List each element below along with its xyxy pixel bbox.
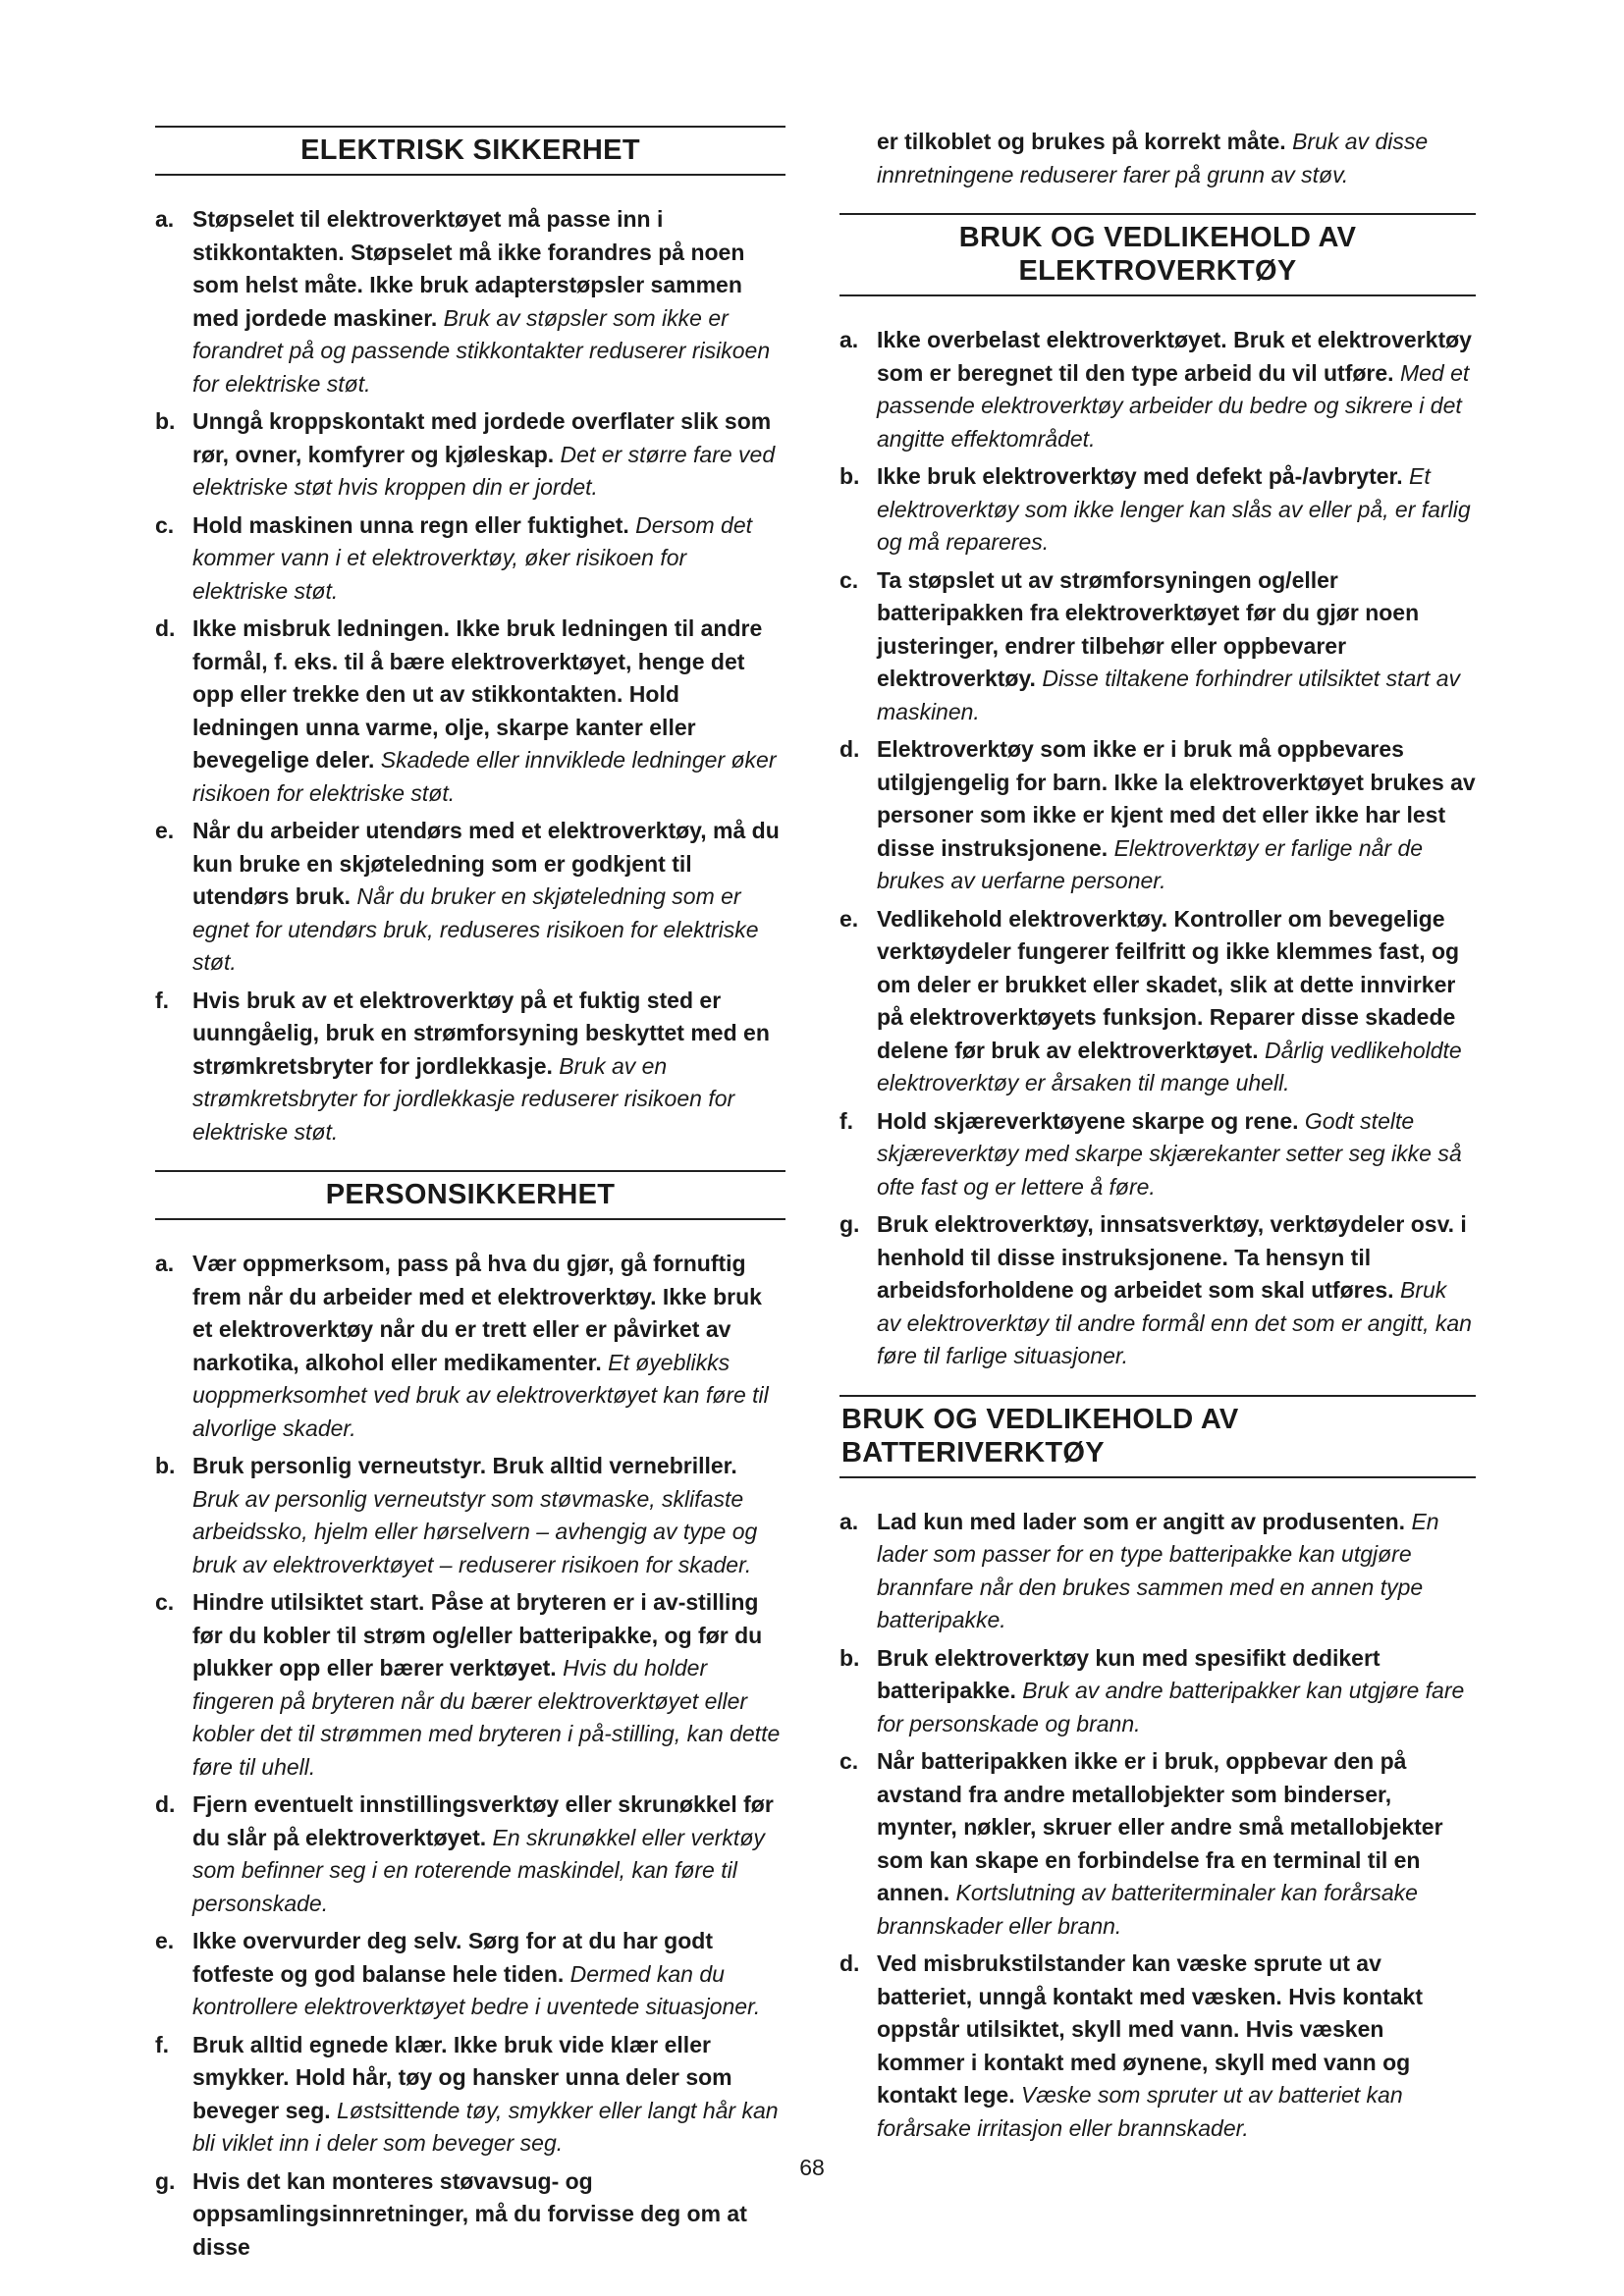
list-item: [155, 1248, 785, 1445]
item-marker: b.: [839, 463, 860, 489]
continued-paragraph: [839, 126, 1476, 191]
item-marker: d.: [155, 615, 176, 641]
item-instruction: Hindre utilsiktet start. Påse at bryteren er i av-stilling før du kobler til strøm og/eller batteripakke, og før du plukker opp eller bærer verktøyet.: [192, 1589, 763, 1681]
item-marker: b.: [155, 1453, 176, 1478]
item-instruction: Hvis bruk av et elektroverktøy på et fuktig sted er uunngåelig, bruk en strømforsyning beskyttet med en strømkretsbryter for jordlekkasje.: [192, 987, 770, 1079]
item-explanation: Det er større fare ved elektriske støt hvis kroppen din er jordet.: [192, 441, 776, 500]
item-explanation: Dermed kan du kontrollere elektroverktøyet bedre i uventede situasjoner.: [192, 1960, 761, 2019]
item-explanation: Dårlig vedlikeholdte elektroverktøy er årsaken til mange uhell.: [877, 1037, 1462, 1095]
item-explanation: Elektroverktøy er farlige når de brukes av uerfarne personer.: [877, 834, 1424, 893]
item-instruction: Ta støpslet ut av strømforsyningen og/eller batteripakken fra elektroverktøyet før du gjør noen justeringer, endrer tilbehør eller oppbevarer elektroverktøy.: [877, 566, 1420, 691]
item-explanation: Bruk av andre batteripakker kan utgjøre fare for personskade og brann.: [877, 1678, 1465, 1736]
item-marker: a.: [155, 1251, 175, 1276]
item-explanation: Bruk av personlig verneutstyr som støvmaske, sklifaste arbeidssko, hjelm eller hørselvern – avhengig av type og bruk av elektroverktøyet – reduserer risikoen for skader.: [192, 1485, 758, 1577]
list-item: [839, 1642, 1476, 1741]
item-instruction: Ved misbrukstilstander kan væske sprute ut av batteriet, unngå kontakt med væsken. Hvis kontakt oppstår utilsiktet, skyll med vann. Hvis væsken kommer i kontakt med øynene, skyll med vann og kontakt lege.: [877, 1950, 1423, 2108]
item-instruction: Når du arbeider utendørs med et elektroverktøy, må du kun bruke en skjøteledning som er godkjent til utendørs bruk.: [192, 818, 780, 909]
item-marker: b.: [155, 408, 176, 434]
item-marker: c.: [155, 1589, 175, 1615]
item-marker: e.: [155, 1928, 175, 1953]
item-marker: a.: [155, 206, 175, 232]
list-item: [155, 203, 785, 400]
item-instruction: Ikke misbruk ledningen. Ikke bruk ledningen til andre formål, f. eks. til å bære elektroverktøyet, henge det opp eller trekke den ut av stikkontakten. Hold ledningen unna varme, olje, skarpe kanter eller bevegelige deler.: [192, 615, 763, 773]
item-instruction: Fjern eventuelt innstillingsverktøy eller skrunøkkel før du slår på elektroverktøyet.: [192, 1791, 774, 1850]
list-item: [839, 733, 1476, 898]
item-instruction: Hvis det kan monteres støvavsug- og oppsamlingsinnretninger, må du forvisse deg om at disse: [192, 2167, 747, 2260]
tool-use-heading-line1: BRUK OG VEDLIKEHOLD AV: [958, 222, 1357, 253]
personal-safety-list: [155, 1248, 785, 2264]
item-explanation: Godt stelte skjæreverktøy med skarpe skjærekanter setter seg ikke så ofte fast og er lettere å føre.: [877, 1107, 1462, 1200]
item-instruction: Bruk alltid egnede klær. Ikke bruk vide klær eller smykker. Hold hår, tøy og hansker unna deler som beveger seg.: [192, 2031, 732, 2123]
item-instruction: Bruk elektroverktøy, innsatsverktøy, verktøydeler osv. i henhold til disse instruksjonene. Ta hensyn til arbeidsforholdene og arbeidet som skal utføres.: [877, 1211, 1467, 1303]
list-item: [839, 1745, 1476, 1943]
item-instruction: Bruk personlig verneutstyr. Bruk alltid vernebriller.: [192, 1453, 737, 1478]
item-marker: f.: [155, 2031, 170, 2057]
item-explanation: Hvis du holder fingeren på bryteren når du bærer elektroverktøyet eller kobler det til strømmen med bryteren i på-stilling, kan dette føre til uhell.: [192, 1655, 781, 1780]
item-instruction: Hold maskinen unna regn eller fuktighet.: [192, 511, 629, 538]
list-item: [839, 1105, 1476, 1204]
item-marker: a.: [839, 327, 859, 352]
item-instruction: Ikke overvurder deg selv. Sørg for at du har godt fotfeste og god balanse hele tiden.: [192, 1928, 713, 1987]
item-explanation: Løstsittende tøy, smykker eller langt hår kan bli viklet inn i deler som beveger seg.: [192, 2097, 779, 2156]
list-item: [839, 1208, 1476, 1373]
item-explanation: Med et passende elektroverktøy arbeider du bedre og sikrere i det angitte effektområdet.: [877, 359, 1470, 452]
item-instruction: Vær oppmerksom, pass på hva du gjør, gå fornuftig frem når du arbeider med et elektroverktøy. Ikke bruk et elektroverktøy når du er trett eller er påvirket av narkotika, alkohol eller medikamenter.: [192, 1251, 762, 1375]
electrical-safety-heading: ELEKTRISK SIKKERHET: [155, 126, 785, 176]
item-instruction: Elektroverktøy som ikke er i bruk må oppbevares utilgjengelig for barn. Ikke la elektroverktøyet brukes av personer som ikke er kjent med det eller ikke har lest disse instruksjonene.: [877, 736, 1476, 861]
item-explanation: Bruk av elektroverktøy til andre formål enn det som er angitt, kan føre til farlige situasjoner.: [877, 1277, 1472, 1368]
item-marker: d.: [155, 1791, 176, 1817]
item-instruction: Bruk elektroverktøy kun med spesifikt dedikert batteripakke.: [877, 1644, 1380, 1703]
list-item: [839, 324, 1476, 455]
item-marker: c.: [839, 1748, 859, 1774]
item-marker: a.: [839, 1508, 859, 1534]
tool-use-heading: [839, 213, 1476, 296]
list-item: [839, 903, 1476, 1100]
item-explanation: Når du bruker en skjøteledning som er egnet for utendørs bruk, reduseres risikoen for elektriske støt.: [192, 883, 759, 975]
list-item: [155, 1450, 785, 1581]
tool-use-heading-line2: ELEKTROVERKTØY: [1018, 255, 1297, 287]
item-explanation: En skrunøkkel eller verktøy som befinner seg i en roterende maskindel, kan føre til personskade.: [192, 1824, 765, 1916]
item-marker: g.: [155, 2167, 176, 2194]
item-explanation: Skadede eller innviklede ledninger øker risikoen for elektriske støt.: [192, 747, 777, 806]
item-explanation: Bruk av støpsler som ikke er forandret på og passende stikkontakter reduserer risikoen for elektriske støt.: [192, 304, 771, 397]
item-instruction: Unngå kroppskontakt med jordede overflater slik som rør, ovner, komfyrer og kjøleskap.: [192, 408, 772, 467]
left-column: [155, 126, 785, 2269]
list-item: [155, 509, 785, 609]
page-number: 68: [799, 2155, 825, 2180]
electrical-safety-list: [155, 203, 785, 1148]
list-item: [155, 815, 785, 980]
item-marker: d.: [839, 736, 860, 762]
list-item: [839, 1506, 1476, 1637]
list-item: [155, 405, 785, 505]
item-instruction: Vedlikehold elektroverktøy. Kontroller om bevegelige verktøydeler fungerer feilfritt og ikke klemmes fast, og om deler er brukket eller skadet, slik at dette innvirker på elektroverktøyets funksjon. Reparer disse skadede delene før bruk av elektroverktøyet.: [877, 905, 1460, 1063]
item-marker: g.: [839, 1211, 860, 1237]
item-instruction: Støpselet til elektroverktøyet må passe inn i stikkontakten. Støpselet må ikke forandres på noen som helst måte. Ikke bruk adapterstøpsler sammen med jordede maskiner.: [192, 206, 745, 331]
battery-tool-heading: BRUK OG VEDLIKEHOLD AV BATTERIVERKTØY: [839, 1395, 1476, 1478]
item-explanation: Dersom det kommer vann i et elektroverktøy, øker risikoen for elektriske støt.: [192, 511, 753, 604]
item-marker: f.: [155, 987, 170, 1013]
item-instruction: Ikke overbelast elektroverktøyet. Bruk et elektroverktøy som er beregnet til den type arbeid du vil utføre.: [877, 327, 1472, 386]
list-item: [155, 1789, 785, 1920]
item-explanation: Væske som spruter ut av batteriet kan forårsake irritasjon eller brannskader.: [877, 2082, 1403, 2141]
continued-explanation: Bruk av disse innretningene reduserer farer på grunn av støv.: [877, 129, 1429, 187]
tool-use-list: [839, 324, 1476, 1373]
right-column: [839, 126, 1476, 2150]
item-explanation: Et elektroverktøy som ikke lenger kan slås av eller på, er farlig og må repareres.: [877, 463, 1471, 555]
item-explanation: Et øyeblikks uoppmerksomhet ved bruk av elektroverktøyet kan føre til alvorlige skader.: [192, 1349, 769, 1441]
list-item: [155, 985, 785, 1149]
personal-safety-heading: PERSONSIKKERHET: [155, 1170, 785, 1220]
list-item: [155, 613, 785, 810]
item-explanation: Disse tiltakene forhindrer utilsiktet start av maskinen.: [877, 666, 1460, 724]
continued-instruction: er tilkoblet og brukes på korrekt måte.: [877, 129, 1286, 154]
battery-tool-list: [839, 1506, 1476, 2146]
list-item: [155, 1586, 785, 1784]
item-marker: f.: [839, 1107, 854, 1134]
item-marker: d.: [839, 1950, 860, 1976]
item-instruction: Hold skjæreverktøyene skarpe og rene.: [877, 1107, 1299, 1134]
list-item: [839, 1948, 1476, 2145]
list-item: [839, 460, 1476, 560]
item-instruction: Når batteripakken ikke er i bruk, oppbevar den på avstand fra andre metallobjekter som binderser, mynter, nøkler, skruer eller andre små metallobjekter som kan skape en forbindelse fra en terminal til en annen.: [877, 1748, 1443, 1905]
item-marker: c.: [839, 566, 859, 593]
item-instruction: Lad kun med lader som er angitt av produsenten.: [877, 1508, 1406, 1534]
item-instruction: Ikke bruk elektroverktøy med defekt på-/avbryter.: [877, 463, 1403, 489]
item-marker: b.: [839, 1644, 860, 1671]
list-item: [155, 2029, 785, 2161]
item-marker: e.: [155, 818, 175, 843]
item-explanation: En lader som passer for en type batteripakke kan utgjøre brannfare når den brukes sammen med en annen type batteripakke.: [877, 1508, 1439, 1632]
item-explanation: Kortslutning av batteriterminaler kan forårsake brannskader eller brann.: [877, 1880, 1418, 1939]
list-item: [155, 1925, 785, 2024]
item-explanation: Bruk av en strømkretsbryter for jordlekkasje reduserer risikoen for elektriske støt.: [192, 1052, 735, 1145]
item-marker: e.: [839, 905, 859, 932]
list-item: [839, 564, 1476, 729]
item-marker: c.: [155, 511, 175, 538]
